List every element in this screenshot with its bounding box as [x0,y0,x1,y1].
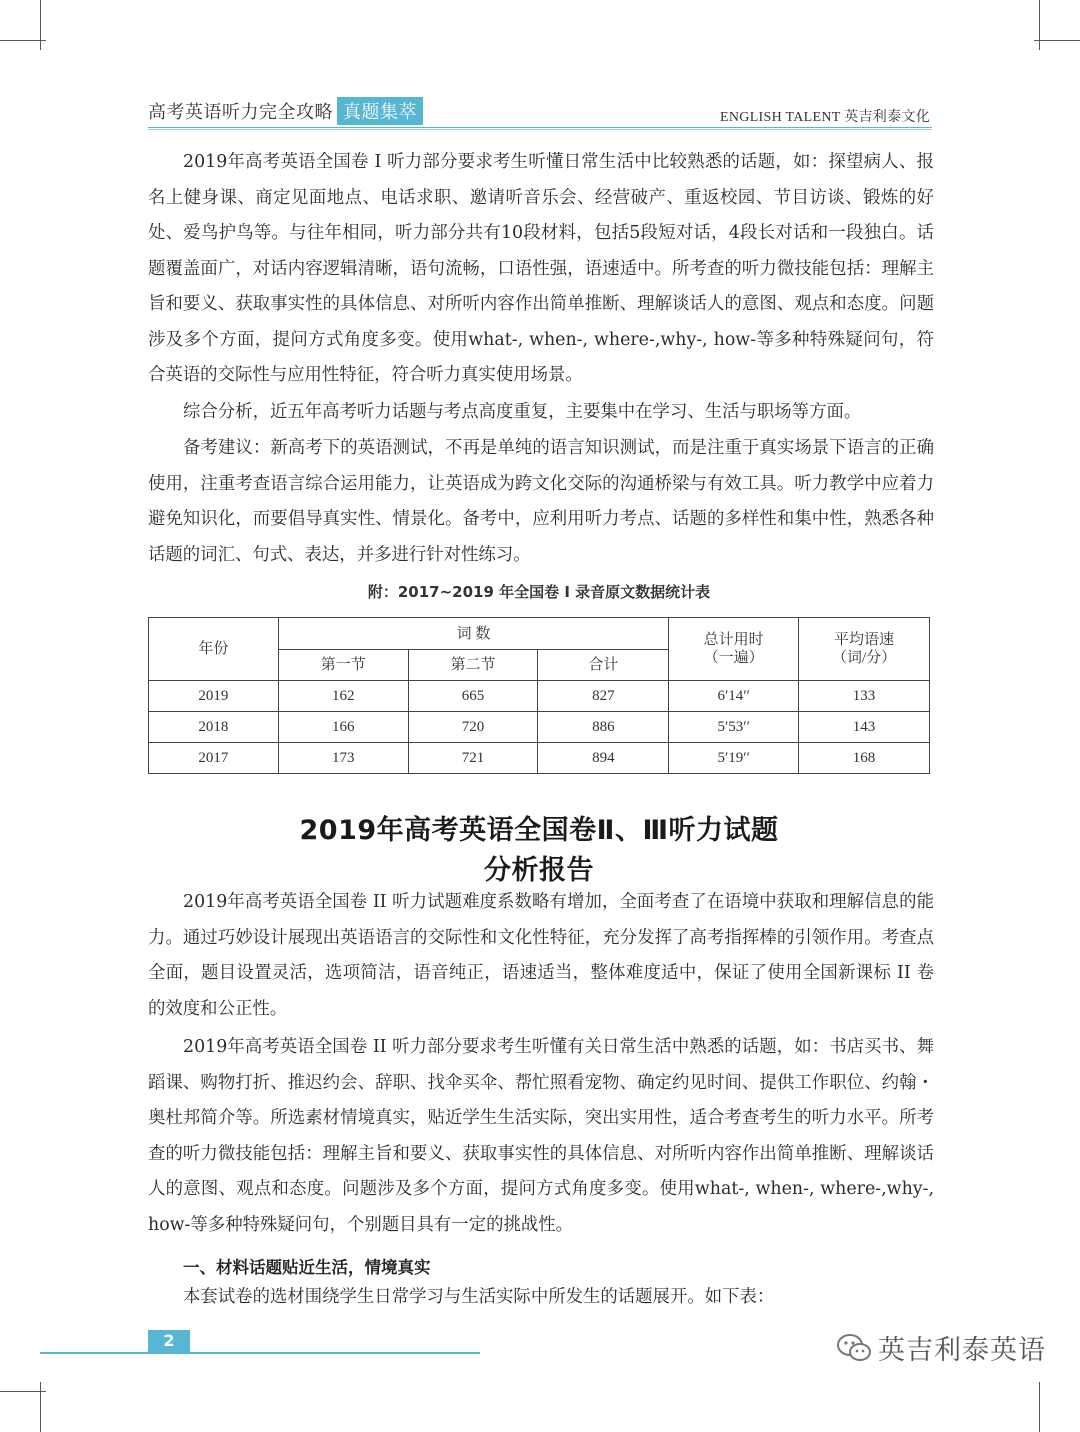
cell-speed: 168 [799,743,930,774]
col-header-section2: 第二节 [408,650,538,681]
brand-label: ENGLISH TALENT 英吉利泰文化 [720,110,930,125]
cell-speed: 133 [799,681,930,712]
section-heading: 一、材料话题贴近生活，情境真实 [183,1258,431,1277]
cell-year: 2018 [149,712,279,743]
report-subtitle: 分析报告 [484,855,594,886]
page-number: 2 [148,1330,190,1352]
cell-year: 2019 [149,681,279,712]
paragraph: 备考建议：新高考下的英语测试，不再是单纯的语言知识测试，而是注重于真实场景下语言的正确使用，注重考查语言综合运用能力，让英语成为跨文化交际的沟通桥梁与有效工具。听力教学中应着力避免知识化，而要倡导真实性、情景化。备考中，应利用听力考点、话题的多样性和集中性，熟悉各种话题的词汇、句式、表达，并多进行针对性练习。 [148,438,934,565]
cell-time: 5′19′′ [669,743,799,774]
avg-speed-sub: （词/分） [831,650,897,666]
cell-section2: 720 [408,712,538,743]
cell-section1: 162 [278,681,408,712]
cell-speed: 143 [799,712,930,743]
watermark-text: 英吉利泰英语 [878,1335,1046,1366]
col-header-total: 合计 [538,650,669,681]
stats-table [148,617,930,774]
cell-time: 5′53′′ [669,712,799,743]
table-caption: 附：2017~2019 年全国卷 I 录音原文数据统计表 [367,583,711,601]
col-header-word-count: 词 数 [278,618,668,650]
crop-mark [1039,1382,1040,1432]
table-row [149,712,930,743]
paragraph: 2019年高考英语全国卷 II 听力部分要求考生听懂有关日常生活中熟悉的话题，如：书店买书、舞蹈课、购物打折、推迟约会、辞职、找伞买伞、帮忙照看宠物、确定约见时间、提供工作职位、约翰・奥杜邦简介等。所选素材情境真实，贴近学生生活实际，突出实用性，适合考查考生的听力水平。所考查的听力微技能包括：理解主旨和要义、获取事实性的具体信息、对所听内容作出简单推断、理解谈话人的意图、观点和态度。问题涉及多个方面，提问方式角度多变。使用what-, when-, where-,why-, how-等多种特殊疑问句，个别题目具有一定的挑战性。 [148,1037,934,1235]
series-tag: 真题集萃 [337,97,423,125]
report-title: 2019年高考英语全国卷Ⅱ、Ⅲ听力试题 [299,815,779,846]
wechat-icon [836,1333,872,1363]
total-time-label: 总计用时 [703,632,764,648]
cell-total: 886 [538,712,669,743]
paragraph: 2019年高考英语全国卷 I 听力部分要求考生听懂日常生活中比较熟悉的话题，如：探望病人、报名上健身课、商定见面地点、电话求职、邀请听音乐会、经营破产、重返校园、节目访谈、锻炼的好处、爱鸟护鸟等。与往年相同，听力部分共有10段材料，包括5段短对话，4段长对话和一段独白。话题覆盖面广，对话内容逻辑清晰，语句流畅，口语性强，语速适中。所考查的听力微技能包括：理解主旨和要义、获取事实性的具体信息、对所听内容作出简单推断、理解谈话人的意图、观点和态度。问题涉及多个方面，提问方式角度多变。使用what-, when-, where-,why-, how-等多种特殊疑问句，符合英语的交际性与应用性特征，符合听力真实使用场景。 [148,152,934,385]
cell-time: 6′14′′ [669,681,799,712]
crop-mark [40,0,41,50]
crop-mark [1039,0,1040,50]
footer-divider [40,1352,480,1354]
table-row [149,681,930,712]
header-divider [148,129,932,130]
running-header [148,98,423,124]
cell-total: 827 [538,681,669,712]
watermark [836,1328,1046,1367]
avg-speed-label: 平均语速 [834,632,895,648]
series-title: 高考英语听力完全攻略 [148,102,333,123]
paragraph: 本套试卷的选材围绕学生日常学习与生活实际中所发生的话题展开。如下表： [183,1287,775,1307]
crop-mark [40,1382,41,1432]
cell-year: 2017 [149,743,279,774]
cell-section1: 173 [278,743,408,774]
paragraph: 综合分析，近五年高考听力话题与考点高度重复，主要集中在学习、生活与职场等方面。 [183,402,862,422]
total-time-sub: （一遍） [703,650,764,666]
table-row [149,743,930,774]
cell-total: 894 [538,743,669,774]
header-divider [148,127,932,128]
crop-mark [1034,40,1080,41]
col-header-year: 年份 [149,618,279,681]
col-header-avg-speed [799,618,930,681]
cell-section2: 665 [408,681,538,712]
paragraph: 2019年高考英语全国卷 II 听力试题难度系数略有增加，全面考查了在语境中获取和理解信息的能力。通过巧妙设计展现出英语语言的交际性和文化性特征，充分发挥了高考指挥棒的引领作用。考查点全面，题目设置灵活，选项简洁，语音纯正，语速适当，整体难度适中，保证了使用全国新课标 II 卷的效度和公正性。 [148,892,934,1019]
col-header-section1: 第一节 [278,650,408,681]
col-header-total-time [669,618,799,681]
cell-section2: 721 [408,743,538,774]
cell-section1: 166 [278,712,408,743]
